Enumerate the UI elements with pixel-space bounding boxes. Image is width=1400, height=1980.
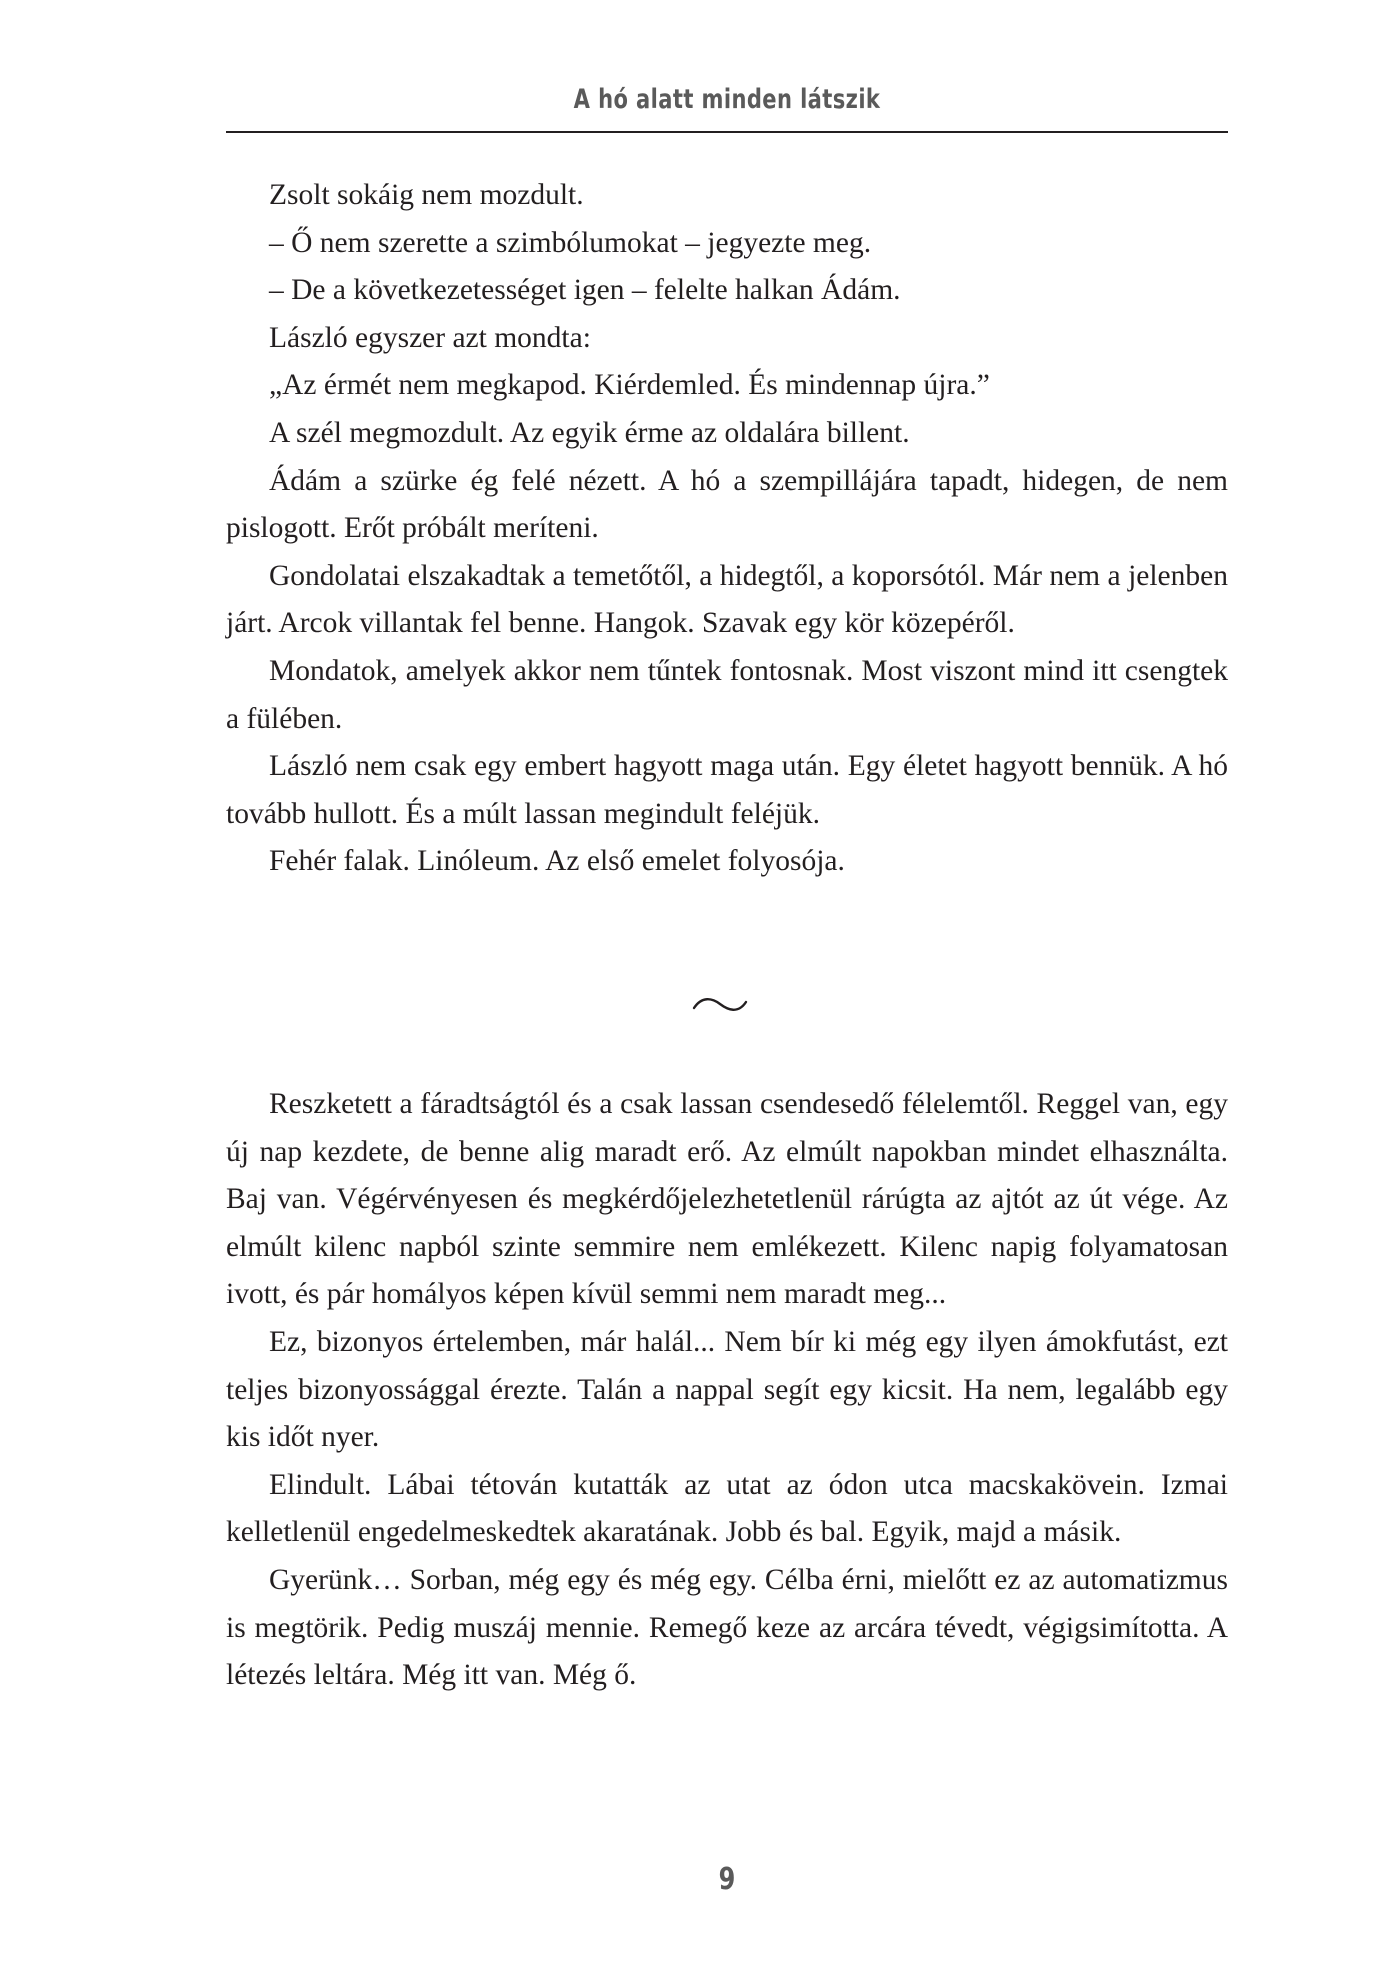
paragraph: Zsolt sokáig nem mozdult. (269, 179, 584, 211)
tilde-flourish-icon (690, 990, 750, 1020)
paragraph: Fehér falak. Linóleum. Az első emelet folyosója. (269, 845, 845, 878)
paragraph: Gondolatai elszakadtak a temetőtől, a hidegtől, a koporsótól. Már nem a jelenben járt. Arcok villantak fel benne. Hangok. Szavak egy kör közepéről. (226, 559, 1228, 640)
header-rule (226, 131, 1228, 133)
paragraph: Reszketett a fáradtságtól és a csak lassan csendesedő félelemtől. Reggel van, egy új nap kezdete, de benne alig maradt erő. Az elmúlt napokban mindet elhasználta. Baj van. Végérvényesen és megkérdőjelezhetetlenül rárúgta az ajtót az út vége. Az elmúlt kilenc napból szinte semmire nem emlékezett. Kilenc napig folyamatosan ivott, és pár homályos képen kívül semmi nem maradt meg... (226, 1088, 1228, 1311)
paragraph: Ez, bizonyos értelemben, már halál... Nem bír ki még egy ilyen ámokfutást, ezt teljes bizonyossággal érezte. Talán a nappal segít egy kicsit. Ha nem, legalább egy kis időt nyer. (226, 1325, 1228, 1454)
section-1-text (226, 172, 1228, 886)
page-number: 9 (718, 1862, 736, 1897)
paragraph: Mondatok, amelyek akkor nem tűntek fontosnak. Most viszont mind itt csengtek a fülében. (226, 654, 1228, 735)
section-2-text (226, 1081, 1228, 1700)
paragraph: Gyerünk… Sorban, még egy és még egy. Célba érni, mielőtt ez az automatizmus is megtörik. Pedig muszáj mennie. Remegő keze az arcára tévedt, végigsimította. A létezés leltára. Még itt van. Még ő. (226, 1563, 1228, 1692)
paragraph: László egyszer azt mondta: (269, 321, 591, 354)
paragraph: Ádám a szürke ég felé nézett. A hó a szempillájára tapadt, hidegen, de nem pislogott. Erőt próbált meríteni. (226, 464, 1228, 545)
paragraph: – Ő nem szerette a szimbólumokat – jegyezte meg. (269, 226, 872, 259)
paragraph: „Az érmét nem megkapod. Kiérdemled. És mindennap újra.” (269, 369, 990, 402)
paragraph: László nem csak egy embert hagyott maga után. Egy életet hagyott bennük. A hó tovább hullott. És a múlt lassan megindult feléjük. (226, 750, 1228, 830)
running-title: A hó alatt minden látszik (573, 84, 881, 115)
paragraph: – De a következetességet igen – felelte halkan Ádám. (269, 274, 901, 307)
paragraph: A szél megmozdult. Az egyik érme az oldalára billent. (269, 416, 910, 449)
paragraph: Elindult. Lábai tétován kutatták az utat az ódon utca macskakövein. Izmai kelletlenül engedelmeskedtek akaratának. Jobb és bal. Egyik, majd a másik. (226, 1468, 1228, 1549)
